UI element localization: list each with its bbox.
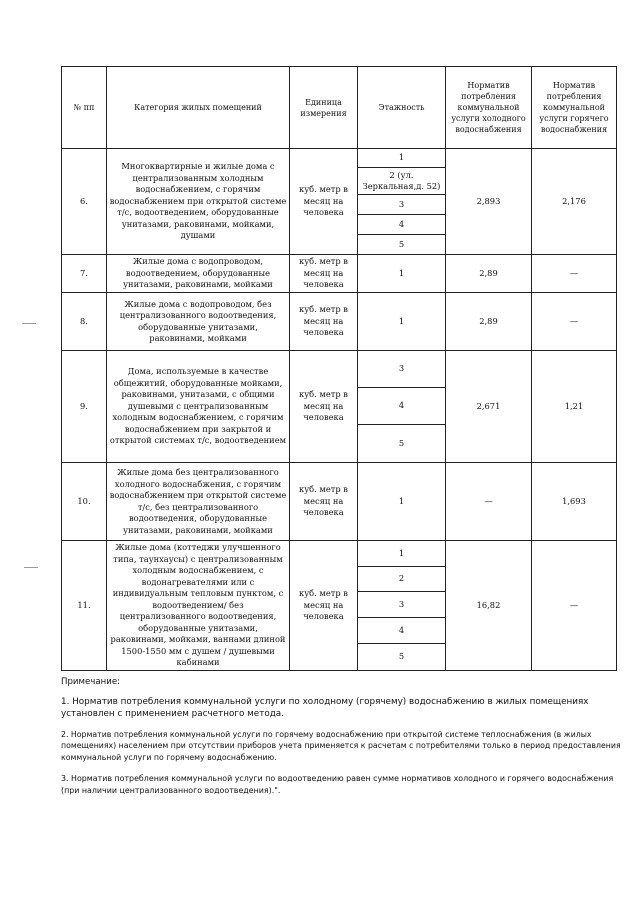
header-row [62,67,617,149]
row-floor: 4 [358,388,446,425]
row-num: 6. [62,149,107,255]
row-num: 8. [62,293,107,351]
table-row [62,293,617,351]
header-floors: Этажность [358,67,446,149]
row-hot: — [532,255,617,293]
row-unit: куб. метр в месяц на человека [290,293,358,351]
scan-mark [22,323,36,324]
row-unit: куб. метр в месяц на человека [290,351,358,463]
header-num: № пп [62,67,107,149]
row-floor: 1 [358,293,446,351]
row-cold: 2,89 [446,255,532,293]
row-cold: 2,89 [446,293,532,351]
scan-mark [24,567,38,568]
row-hot: 1,693 [532,463,617,541]
row-floor: 5 [358,235,446,255]
row-floor: 4 [358,618,446,644]
table-row [62,541,617,567]
notes-section [61,677,621,796]
row-floor: 1 [358,255,446,293]
row-num: 9. [62,351,107,463]
note-2: 2. Норматив потребления коммунальной услуги по горячему водоснабжению при открытой системе теплоснабжения (в жилых помещениях) населением при отсутствии приборов учета применяется к расчетам с потребителями только в период предоставления коммунальной услуги по горячему водоснабжению. [61,729,621,762]
row-category: Жилые дома без централизованного холодного водоснабжения, с горячим водоснабжением при открытой системе т/с, без централизованного водоотведения, оборудованные унитазами, раковинами, мойками [107,463,290,541]
row-hot: 1,21 [532,351,617,463]
header-cold: Норматив потребления коммунальной услуги холодного водоснабжения [446,67,532,149]
row-hot: — [532,541,617,671]
header-hot: Норматив потребления коммунальной услуги горячего водоснабжения [532,67,617,149]
table-row [62,149,617,168]
row-cold: 16,82 [446,541,532,671]
row-floor: 5 [358,425,446,463]
row-unit: куб. метр в месяц на человека [290,463,358,541]
row-category: Жилые дома с водопроводом, водоотведением, оборудованные унитазами, раковинами, мойками [107,255,290,293]
note-3: 3. Норматив потребления коммунальной услуги по водоотведению равен сумме нормативов холодного и горячего водоснабжения (при наличии централизованного водоотведения).". [61,774,614,795]
row-num: 11. [62,541,107,671]
row-floor: 4 [358,215,446,235]
row-num: 10. [62,463,107,541]
row-cold: — [446,463,532,541]
row-floor: 2 (ул. Зеркальная,д. 52) [358,168,446,195]
row-floor: 3 [358,351,446,388]
table-row [62,463,617,541]
row-hot: 2,176 [532,149,617,255]
row-floor: 1 [358,541,446,567]
row-category: Многоквартирные и жилые дома с централизованным холодным водоснабжением, с горячим водоснабжением при открытой системе т/с, водоотведением, оборудованные унитазами, раковинами, мойками, душами [107,149,290,255]
row-floor: 1 [358,149,446,168]
row-floor: 3 [358,195,446,215]
row-unit: куб. метр в месяц на человека [290,541,358,671]
row-unit: куб. метр в месяц на человека [290,149,358,255]
row-floor: 5 [358,643,446,670]
row-num: 7. [62,255,107,293]
row-floor: 2 [358,566,446,592]
row-hot: — [532,293,617,351]
row-unit: куб. метр в месяц на человека [290,255,358,293]
row-floor: 1 [358,463,446,541]
header-unit: Единица измерения [290,67,358,149]
table-row [62,255,617,293]
row-category: Жилые дома (коттеджи улучшенного типа, таунхаусы) с централизованным холодным водоснабжением, с водонагревателями или с индивидуальным тепловым пунктом, с водоотведением/ без централизованного водоотведения, оборудованные унитазами, раковинами, мойками, ваннами длиной 1500-1550 мм с душем / душевыми кабинами [107,541,290,671]
header-category: Категория жилых помещений [107,67,290,149]
row-cold: 2,671 [446,351,532,463]
row-category: Жилые дома с водопроводом, без централизованного водоотведения, оборудованные унитазами, раковинами, мойками [107,293,290,351]
row-category: Дома, используемые в качестве общежитий, оборудованные мойками, раковинами, унитазами, с общими душевыми с централизованным холодным водоснабжением, с горячим водоснабжением при закрытой и открытой системах т/с, водоотведением [107,351,290,463]
row-cold: 2,893 [446,149,532,255]
note-1: 1. Норматив потребления коммунальной услуги по холодному (горячему) водоснабжению в жилых помещениях установлен с применением расчетного метода. [61,696,589,719]
table-row [62,351,617,388]
notes-label: Примечание: [61,677,121,687]
row-floor: 3 [358,592,446,618]
norms-table [61,66,617,671]
